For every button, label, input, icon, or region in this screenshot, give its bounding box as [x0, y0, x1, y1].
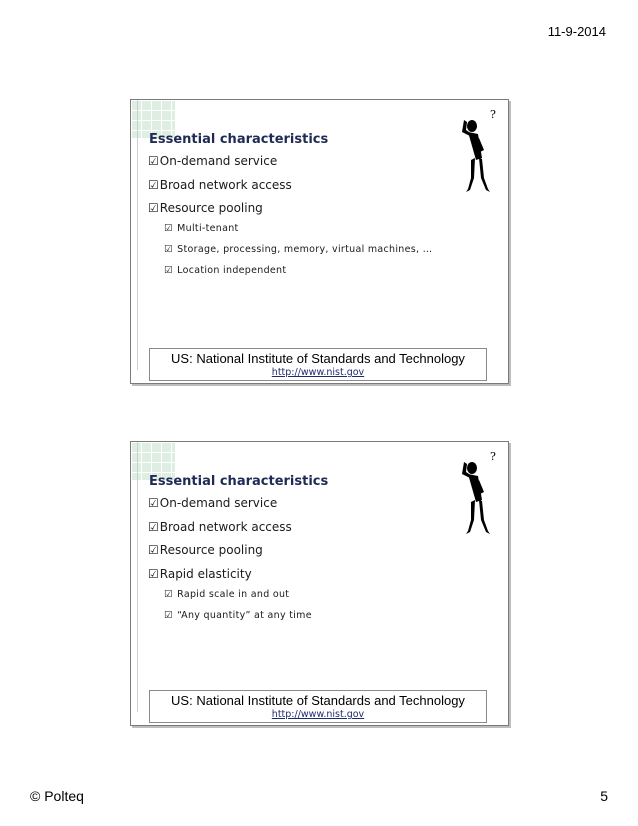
- bullet-list: [148, 496, 312, 631]
- list-item: [148, 520, 312, 544]
- list-item: [148, 201, 432, 286]
- checkbox-icon: ☑: [148, 496, 159, 510]
- bullet-list: [148, 154, 432, 286]
- item-text: Resource pooling: [159, 201, 263, 215]
- checkbox-icon: ☑: [148, 566, 159, 581]
- sub-item: ☑ “Any quantity” at any time: [164, 609, 312, 621]
- thinking-figure-icon: [454, 106, 500, 196]
- checkbox-icon: ☑: [164, 244, 173, 255]
- checkbox-icon: ☑: [164, 265, 173, 276]
- checkbox-icon: ☑: [148, 154, 159, 168]
- checkbox-icon: ☑: [148, 519, 159, 534]
- divider: [137, 100, 138, 370]
- slide-1: [130, 99, 509, 384]
- list-item: [148, 178, 432, 202]
- sub-list: [148, 589, 312, 631]
- checkbox-icon: ☑: [148, 177, 159, 192]
- item-text: Broad network access: [159, 519, 292, 534]
- divider: [137, 442, 138, 712]
- checkbox-icon: ☑: [148, 543, 159, 557]
- list-item: [148, 543, 312, 567]
- slide-title: Essential characteristics: [149, 132, 329, 147]
- source-link[interactable]: http://www.nist.gov: [271, 709, 365, 720]
- sub-item: ☑ Storage, processing, memory, virtual machines, …: [164, 244, 433, 255]
- list-item: [148, 154, 432, 178]
- slide-2: [130, 441, 509, 726]
- item-text: Rapid elasticity: [159, 566, 252, 581]
- source-title: US: National Institute of Standards and Technology: [171, 351, 465, 366]
- item-text: On-demand service: [159, 154, 278, 168]
- sub-item: ☑ Multi-tenant: [164, 223, 239, 234]
- checkbox-icon: ☑: [164, 588, 173, 600]
- item-text: Resource pooling: [159, 543, 263, 557]
- date: 11-9-2014: [547, 24, 606, 39]
- sub-item: ☑ Location independent: [164, 265, 287, 276]
- source-box: [149, 348, 487, 381]
- slide-title: Essential characteristics: [149, 474, 329, 489]
- item-text: On-demand service: [159, 496, 278, 510]
- checkbox-icon: ☑: [164, 223, 173, 234]
- sub-list: [148, 223, 432, 286]
- list-item: [148, 567, 312, 631]
- svg-text:?: ?: [490, 450, 496, 463]
- page-number: 5: [600, 788, 608, 804]
- svg-text:?: ?: [490, 108, 496, 121]
- copyright: © Polteq: [30, 788, 84, 804]
- source-link[interactable]: http://www.nist.gov: [271, 367, 365, 378]
- source-box: [149, 690, 487, 723]
- list-item: [148, 496, 312, 520]
- item-text: Broad network access: [159, 177, 292, 192]
- source-title: US: National Institute of Standards and Technology: [171, 693, 465, 708]
- thinking-figure-icon: [454, 448, 500, 538]
- checkbox-icon: ☑: [148, 201, 159, 215]
- checkbox-icon: ☑: [164, 609, 173, 621]
- sub-item: ☑ Rapid scale in and out: [164, 588, 290, 600]
